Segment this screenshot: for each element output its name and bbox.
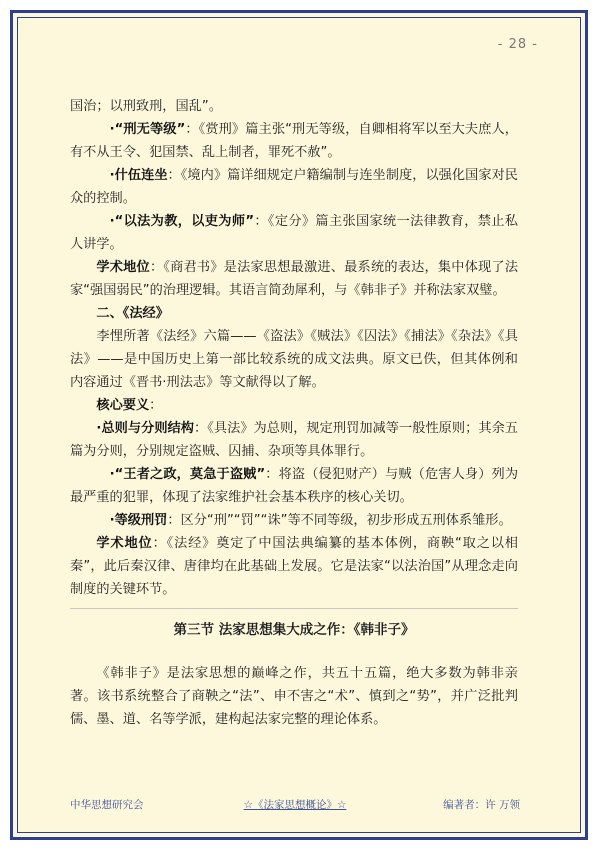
bullet-term: ·“王者之政，莫急于盗贼” [109,467,266,482]
bullet-paragraph: ·“刑无等级”：《赏刑》篇主张“刑无等级，自卿相将军以至大夫庶人，有不从王令、犯国禁、乱上制者，罪死不赦”。 [70,122,518,160]
paragraph: 李悝所著《法经》六篇——《盗法》《贼法》《囚法》《捕法》《杂法》《具法》——是中国历史上第一部比较系统的成文法典。原文已佚，但其体例和内容通过《晋书·刑法志》等文献得以了解。 [70,329,518,390]
bullet-term: ·“刑无等级” [109,122,186,137]
paragraph: 国治；以刑致刑，国乱”。 [70,99,222,114]
bullet-paragraph: ·“王者之政，莫急于盗贼”：将盗（侵犯财产）与贼（危害人身）列为最严重的犯罪，体现了法家维护社会基本秩序的核心关切。 [70,467,519,505]
document-body [70,95,518,731]
subheading: 二、《法经》 [96,306,169,321]
page-number: - 28 - [497,37,538,52]
section-title: 第三节 法家思想集大成之作：《韩非子》 [173,622,415,638]
page-footer [70,797,520,813]
paragraph: 《韩非子》是法家思想的巅峰之作，共五十五篇，绝大多数为韩非亲著。该书系统整合了商鞅之“法”、申不害之“术”、慎到之“势”，并广泛批判儒、墨、道、名等学派，建构起法家完整的理论体系。 [70,666,518,727]
bold-term: 学术地位 [96,536,153,551]
paragraph: 学术地位：《法经》奠定了中国法典编纂的基本体例，商鞅“取之以相秦”，此后秦汉律、唐律均在此基础上发展。它是法家“以法治国”从理念走向制度的关键环节。 [70,536,518,597]
bold-term: 学术地位 [96,260,150,275]
bullet-paragraph: ·“以法为教，以吏为师”：《定分》篇主张国家统一法律教育，禁止私人讲学。 [70,214,518,252]
bullet-term: ·总则与分则结构 [96,421,195,436]
bullet-paragraph: ·等级刑罚：区分“刑”“罚”“诛”等不同等级，初步形成五刑体系雏形。 [109,513,512,528]
footer-author: 编著者：许 万领 [443,799,520,811]
bullet-paragraph: ·什伍连坐：《境内》篇详细规定户籍编制与连坐制度，以强化国家对民众的控制。 [70,168,518,206]
paragraph: 核心要义： [96,398,163,413]
bullet-paragraph: ·总则与分则结构：《具法》为总则，规定刑罚加减等一般性原则；其余五篇为分则，分别规定盗贼、囚捕、杂项等具体罪行。 [70,421,518,459]
bullet-term: ·等级刑罚 [109,513,168,528]
bold-term: 核心要义 [96,398,150,413]
bullet-term: ·“以法为教，以吏为师” [109,214,255,229]
footer-book-title: ☆《法家思想概论》☆ [243,799,347,811]
footer-organization: 中华思想研究会 [70,799,144,811]
bullet-term: ·什伍连坐 [109,168,168,183]
section-divider [70,608,518,609]
paragraph: 学术地位：《商君书》是法家思想最激进、最系统的表达，集中体现了法家“强国弱民”的治理逻辑。其语言简劲犀利，与《韩非子》并称法家双璧。 [70,260,519,298]
